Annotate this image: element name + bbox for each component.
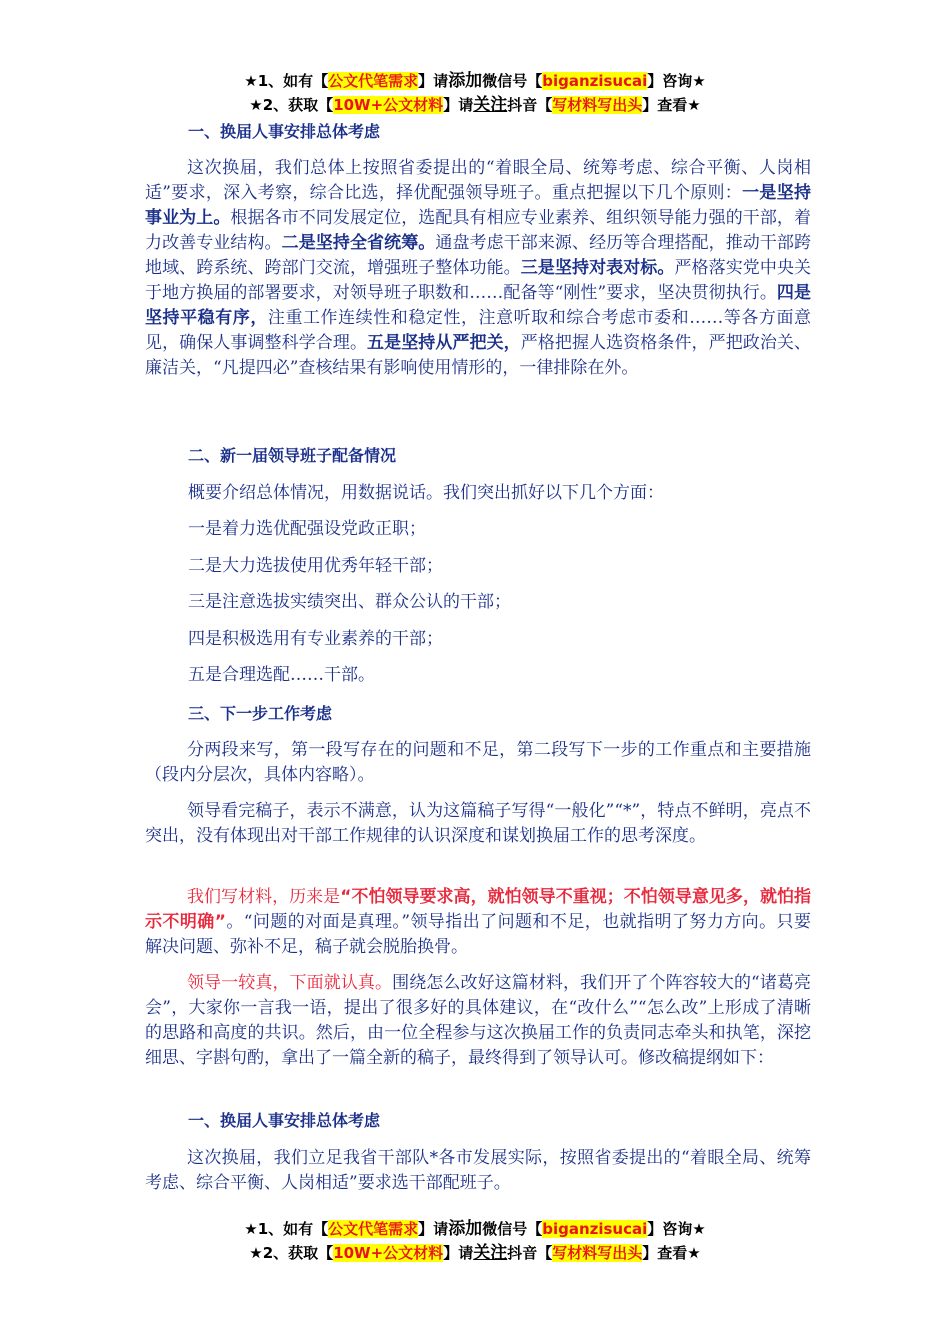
text-run: 这次换届，我们总体上按照省委提出的“着眼全局、统筹考虑、综合平衡、人岗相适”要求，深入考察，综合比选，择优配强领导班子。重点把握以下几个原则： [145,158,811,203]
ad-emphasis: 添加 [448,71,483,91]
text-run: 】查看★ [642,1244,701,1262]
ad-line-1-bottom [145,1218,805,1240]
ad-emphasis: 关注 [473,1243,508,1263]
ad-highlight: 公文代笔需求 [328,1220,419,1238]
text-run: 通盘考虑干部来源、经历等合理搭配，推动干部跨地域、跨系统、跨部门交流，增强班子整体功能。 [145,233,812,278]
ad-emphasis: 关注 [473,95,508,115]
ad-emphasis: 添加 [448,1219,483,1239]
ad-douyin-account: 写材料写出头 [552,96,643,114]
ad-text: 】请 [418,72,449,90]
section-heading: 一、换届人事安排总体考虑 [188,1111,381,1130]
list-item: 四是积极选用有专业素养的干部； [188,629,443,649]
text-run: ★2、获取【 [249,1244,334,1262]
paragraph-overview: 概要介绍总体情况，用数据说话。我们突出抓好以下几个方面： [188,483,664,503]
text-run: 领导一较真，下面就认真。 [187,973,393,993]
section-heading: 一、换届人事安排总体考虑 [188,122,381,141]
section-heading: 二、新一届领导班子配备情况 [188,446,397,465]
ad-highlight: 公文代笔需求 [328,72,419,90]
ad-line-2 [145,94,805,116]
paragraph-revision-process [145,971,811,1071]
ad-text: ★1、如有【 [244,72,329,90]
ad-text: 微信号【 [482,72,543,90]
ad-text: ★2、获取【 [249,96,334,114]
text-run: 】请 [443,1244,474,1262]
text-run: 严格把握人选资格条件，严把政治关、廉洁关，“凡提四必”查核结果有影响使用情形的，一律排除在外。 [145,333,812,378]
paragraph-revised-opening: 这次换届，我们立足我省干部队*各市发展实际，按照省委提出的“着眼全局、统筹考虑、综合平衡、人岗相适”要求选干部配班子。 [145,1148,811,1193]
list-item: 三是注意选拔实绩突出、群众公认的干部； [188,592,511,612]
section-heading: 三、下一步工作考虑 [188,704,333,723]
ad-text: 】咨询★ [647,72,706,90]
ad-text: 】请 [443,96,474,114]
paragraph-writing-motto [145,885,811,960]
text-run: 注重工作连续性和稳定性，注意听取和综合考虑市委和……等各方面意见，确保人事调整科学合理。 [145,308,812,353]
text-run: 】咨询★ [647,1220,706,1238]
ad-text: 抖音【 [507,96,553,114]
principle-3: 三是坚持对表对标。 [520,258,675,278]
principle-5: 五是坚持从严把关， [367,333,521,353]
motto-quote: “不怕领导要求高，就怕领导不重视；不怕领导意见多，就怕指示不明确” [145,887,812,932]
list-item: 二是大力选拔使用优秀年轻干部； [188,556,443,576]
list-item: 五是合理选配……干部。 [188,665,375,685]
ad-highlight: 10W+公文材料 [333,96,444,114]
ad-line-2-bottom [145,1242,805,1264]
ad-wechat-id: biganzisucai [542,72,648,90]
principle-4: 四是坚持平稳有序， [145,283,811,328]
ad-wechat-id: biganzisucai [542,1220,648,1238]
paragraph-next-steps: 分两段来写，第一段写存在的问题和不足，第二段写下一步的工作重点和主要措施（段内分层次，具体内容略）。 [145,740,811,785]
text-run: 】请 [418,1220,449,1238]
text-run: 围绕怎么改好这篇材料，我们开了个阵容较大的“诸葛亮会”，大家你一言我一语，提出了很多好的具体建议，在“改什么”“怎么改”上形成了清晰的思路和高度的共识。然后，由一位全程参与这次换届工作的负责同志牵头和执笔，深挖细思、字斟句酌，拿出了一篇全新的稿子，最终得到了领导认可。修改稿提纲如下： [145,973,811,1068]
list-item: 一是着力选优配强设党政正职； [188,519,426,539]
text-run: 严格落实党中央关于地方换届的部署要求，对领导班子职数和……配备等“刚性”要求，坚决贯彻执行。 [145,258,812,303]
principle-1: 一是坚持事业为上。 [145,183,812,228]
paragraph-principles [145,156,811,381]
text-run: 微信号【 [482,1220,543,1238]
text-run: 根据各市不同发展定位，选配具有相应专业素养、组织领导能力强的干部，着力改善专业结构。 [145,208,812,253]
text-run: ★1、如有【 [244,1220,329,1238]
paragraph-leader-feedback: 领导看完稿子，表示不满意，认为这篇稿子写得“一般化”“*”，特点不鲜明，亮点不突出，没有体现出对干部工作规律的认识深度和谋划换届工作的思考深度。 [145,801,811,846]
ad-douyin-account: 写材料写出头 [552,1244,643,1262]
ad-highlight: 10W+公文材料 [333,1244,444,1262]
text-run: 我们写材料，历来是 [187,887,341,907]
ad-line-1 [145,70,805,92]
principle-2: 二是坚持全省统筹。 [281,233,436,253]
text-run: 。“问题的对面是真理。”领导指出了问题和不足，也就指明了努力方向。只要解决问题、弥补不足，稿子就会脱胎换骨。 [145,912,811,957]
text-run: 抖音【 [507,1244,553,1262]
ad-text: 】查看★ [642,96,701,114]
